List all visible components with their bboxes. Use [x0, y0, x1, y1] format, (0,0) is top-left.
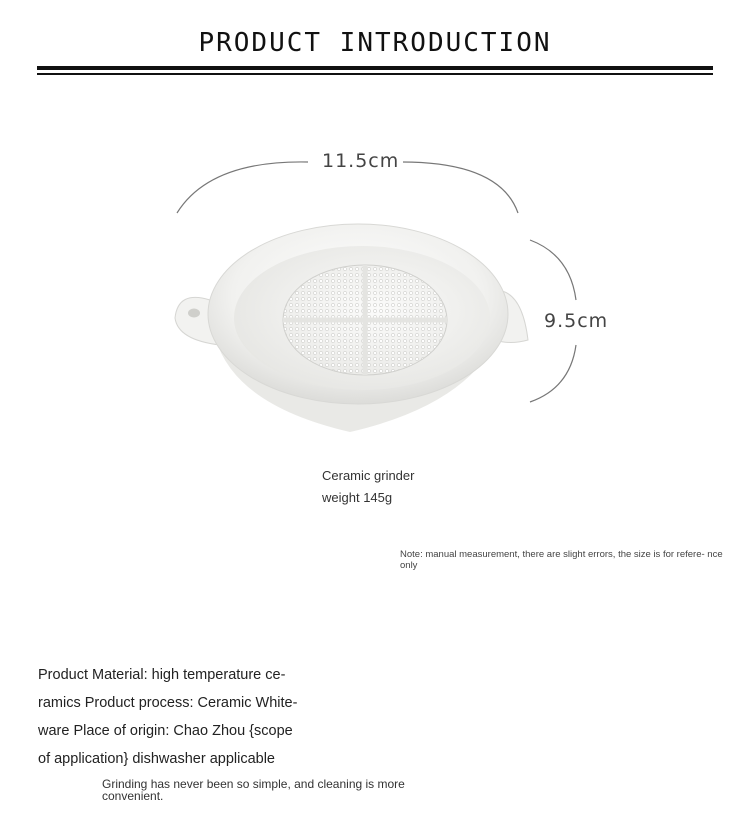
measurement-note: Note: manual measurement, there are slight errors, the size is for refere- nce only [400, 549, 723, 571]
height-dimension-label: 9.5cm [544, 310, 609, 332]
details-line: ramics Product process: Ceramic White- [38, 695, 298, 711]
height-arc-top [530, 240, 576, 300]
ceramic-grinder-illustration [150, 140, 610, 450]
product-name: Ceramic grinder [322, 468, 415, 483]
product-weight: weight 145g [322, 490, 393, 505]
tagline: Grinding has never been so simple, and cleaning is more convenient. [102, 777, 405, 803]
page-title: PRODUCT INTRODUCTION [198, 28, 552, 58]
width-arc-right [402, 162, 518, 213]
details-line: Product Material: high temperature ce- [38, 667, 286, 683]
width-dimension-label: 11.5cm [318, 150, 403, 172]
handle-hole [188, 309, 200, 318]
title-divider-thick [37, 66, 713, 70]
title-divider-thin [37, 73, 713, 75]
width-arc-left [177, 162, 308, 213]
product-caption [322, 465, 414, 509]
details-line: of application} dishwasher applicable [38, 751, 275, 767]
height-arc-bottom [530, 345, 576, 402]
details-line: ware Place of origin: Chao Zhou {scope [38, 723, 293, 739]
product-details [38, 661, 318, 773]
